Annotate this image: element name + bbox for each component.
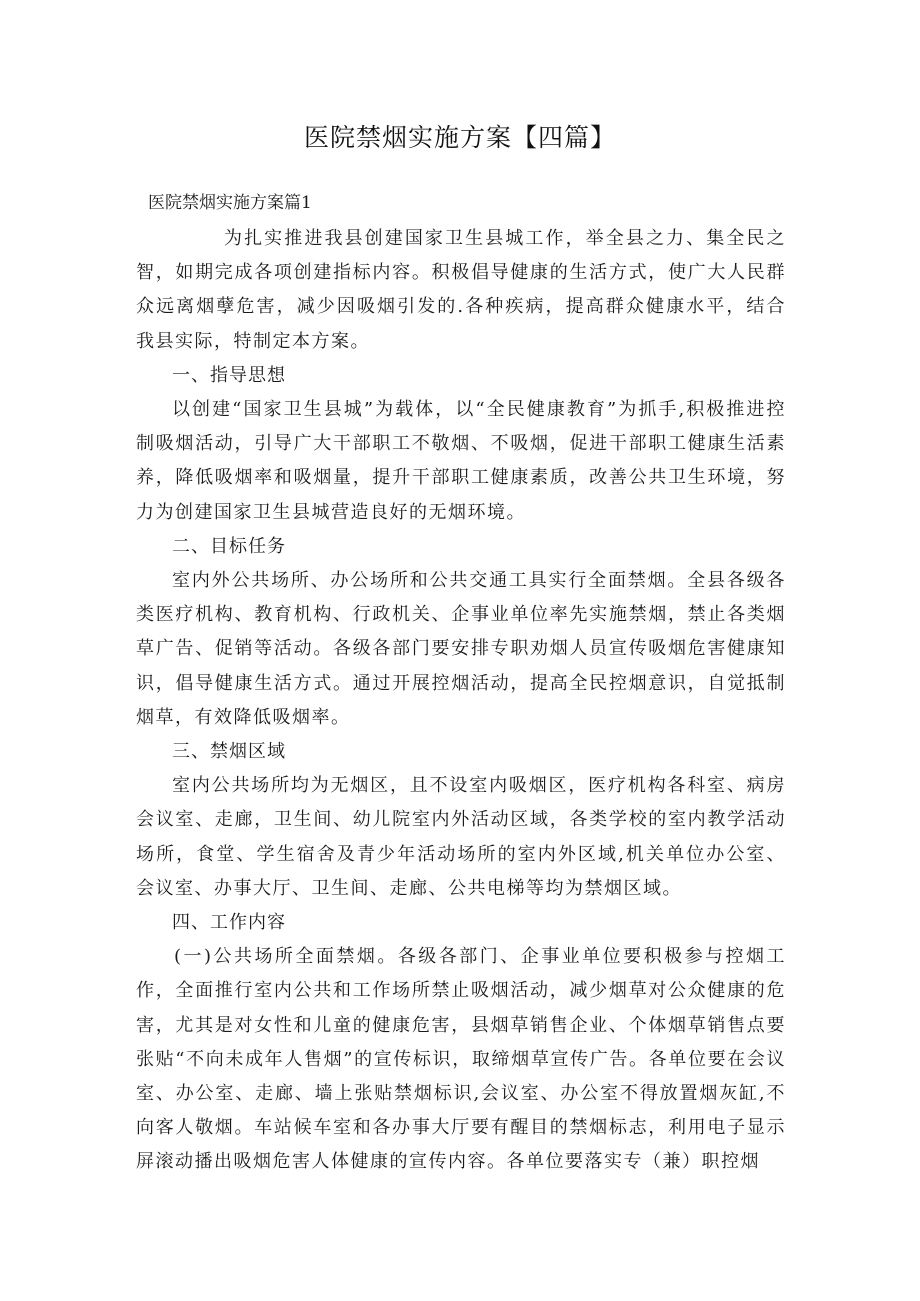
section-heading-1: 一、指导思想 — [172, 364, 286, 386]
section-paragraph-2: 室内外公共场所、办公场所和公共交通工具实行全面禁烟。全县各级各类医疗机构、教育机构、行政机关、企事业单位率先实施禁烟，禁止各类烟草广告、促销等活动。各级各部门要安排专职劝烟人员宣传吸烟危害健康知识，倡导健康生活方式。通过开展控烟活动，提高全民控烟意识，自觉抵制烟草，有效降低吸烟率。 — [136, 570, 786, 728]
section-paragraph-4: (一)公共场所全面禁烟。各级各部门、企事业单位要积极参与控烟工作，全面推行室内公共和工作场所禁止吸烟活动，减少烟草对公众健康的危害，尤其是对女性和儿童的健康危害，县烟草销售企业、个体烟草销售点要张贴“不向未成年人售烟”的宣传标识，取缔烟草宣传广告。各单位要在会议室、办公室、走廊、墙上张贴禁烟标识,会议室、办公室不得放置烟灰缸,不向客人敬烟。车站候车室和各办事大厅要有醒目的禁烟标志，利用电子显示屏滚动播出吸烟危害人体健康的宣传内容。各单位要落实专（兼）职控烟 — [136, 946, 786, 1173]
section-heading-4: 四、工作内容 — [172, 912, 286, 934]
document-body — [136, 222, 786, 1180]
section-heading-3: 三、禁烟区域 — [172, 741, 286, 763]
section-paragraph-1: 以创建“国家卫生县城”为载体，以“全民健康教育”为抓手,积极推进控制吸烟活动，引导广大干部职工不敬烟、不吸烟，促进干部职工健康生活素养，降低吸烟率和吸烟量，提升干部职工健康素质，改善公共卫生环境，努力为创建国家卫生县城营造良好的无烟环境。 — [136, 399, 786, 523]
section-heading-2: 二、目标任务 — [172, 535, 286, 557]
intro-paragraph: 为扎实推进我县创建国家卫生县城工作，举全县之力、集全民之智，如期完成各项创建指标内容。积极倡导健康的生活方式，使广大人民群众远离烟孽危害，减少因吸烟引发的.各种疾病，提高群众健康水平，结合我县实际，特制定本方案。 — [136, 228, 786, 352]
document-subtitle: 医院禁烟实施方案篇1 — [148, 193, 312, 213]
document-title: 医院禁烟实施方案【四篇】 — [303, 123, 616, 152]
section-paragraph-3: 室内公共场所均为无烟区，且不设室内吸烟区，医疗机构各科室、病房会议室、走廊，卫生间、幼儿院室内外活动区域，各类学校的室内教学活动场所，食堂、学生宿舍及青少年活动场所的室内外区域,机关单位办公室、会议室、办事大厅、卫生间、走廊、公共电梯等均为禁烟区域。 — [136, 775, 786, 899]
